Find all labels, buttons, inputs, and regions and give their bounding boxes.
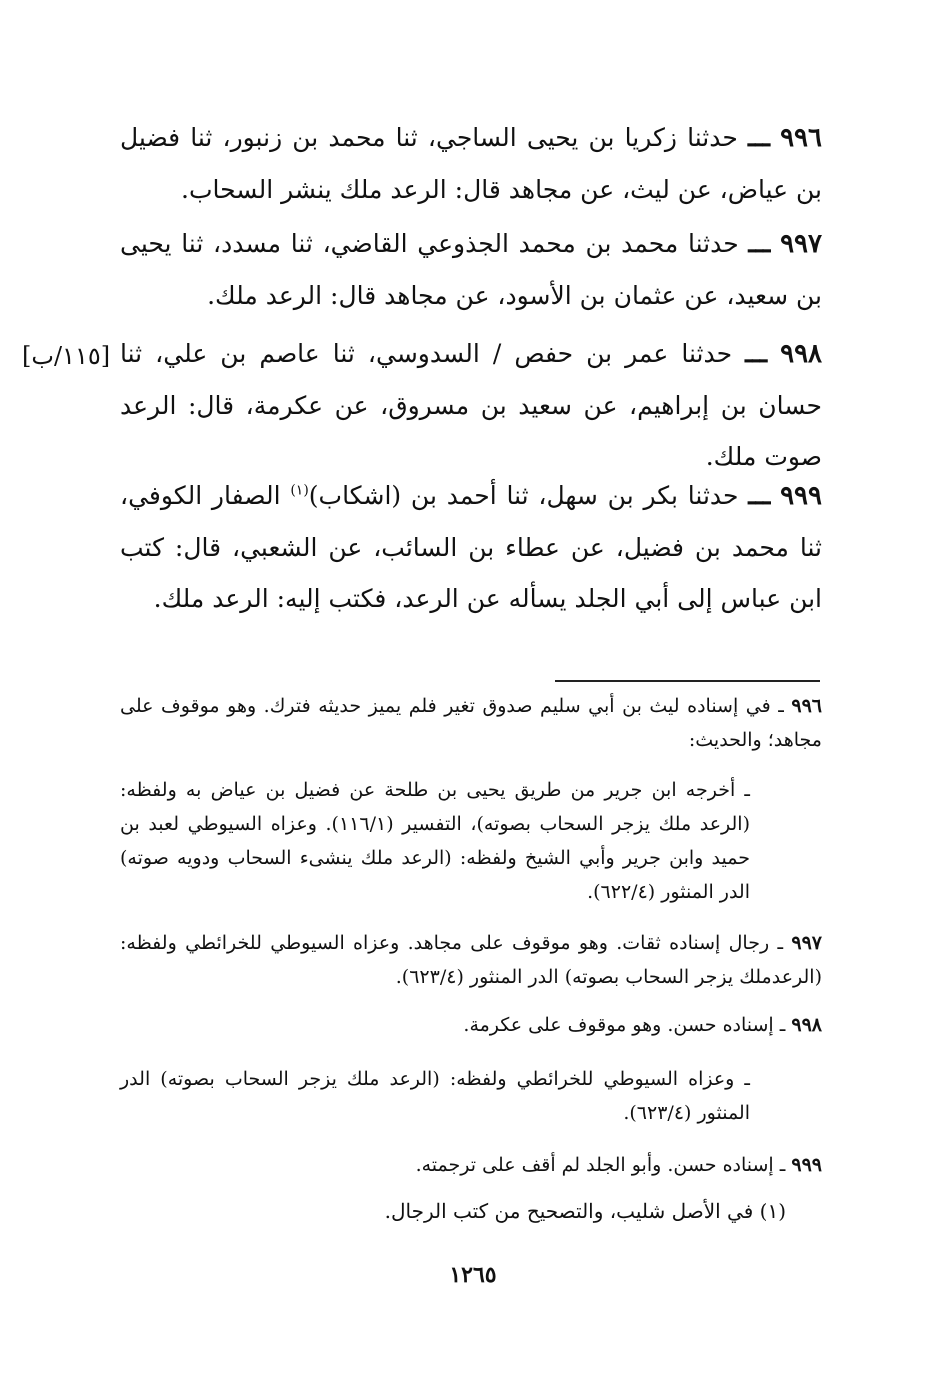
- note-996: [120, 689, 822, 757]
- hadith-number: ٩٩٩: [780, 481, 822, 511]
- hadith-text: حدثنا بكر بن سهل، ثنا أحمد بن (اشكاب): [308, 481, 739, 510]
- note-number: ٩٩٩: [791, 1154, 822, 1176]
- note-text: رجال إسناده ثقات. وهو موقوف على مجاهد. وعزاه السيوطي للخرائطي ولفظه: (الرعدملك يزجر السحاب بصوته) الدر المنثور (٦٢٣/٤).: [120, 932, 822, 988]
- note-998-source: [120, 1062, 822, 1130]
- note-text: في إسناده ليث بن أبي سليم صدوق تغير فلم يميز حديثه فترك. وهو موقوف على مجاهد؛ والحديث:: [120, 695, 822, 751]
- note-text: إسناده حسن. وهو موقوف على عكرمة.: [463, 1014, 774, 1036]
- note-separator: ـ: [773, 1014, 786, 1036]
- hadith-997: [120, 218, 822, 321]
- hadith-text: حدثنا زكريا بن يحيى الساجي، ثنا محمد بن زنبور، ثنا فضيل بن عياض، عن ليث، عن مجاهد قال: الرعد ملك ينشر السحاب.: [120, 123, 822, 204]
- hadith-text: حدثنا عمر بن حفص / السدوسي، ثنا عاصم بن علي، ثنا حسان بن إبراهيم، عن سعيد بن مسروق، عن عكرمة، قال: الرعد صوت ملك.: [120, 339, 822, 471]
- manuscript-folio-marker: [١١٥/ب]: [22, 342, 111, 370]
- hadith-number: ٩٩٨: [780, 339, 823, 369]
- note-text: ـ وعزاه السيوطي للخرائطي ولفظه: (الرعد ملك يزجر السحاب بصوته) الدر المنثور (٦٢٣/٤).: [120, 1068, 750, 1124]
- note-number: ٩٩٧: [791, 932, 822, 954]
- hadith-998: [120, 328, 822, 482]
- hadith-996: [120, 112, 822, 215]
- hadith-text-continued: الصفار الكوفي، ثنا محمد بن فضيل، عن عطاء بن السائب، عن الشعبي، قال: كتب ابن عباس إلى أبي الجلد يسأله عن الرعد، فكتب إليه: الرعد ملك.: [120, 481, 822, 613]
- hadith-separator: ـــ: [745, 339, 768, 368]
- note-separator: ـ: [769, 932, 784, 954]
- note-text: إسناده حسن. وأبو الجلد لم أقف على ترجمته.: [415, 1154, 774, 1176]
- footnote-reference: (١): [290, 482, 309, 499]
- note-999: [120, 1148, 822, 1182]
- note-997: [120, 926, 822, 994]
- hadith-number: ٩٩٧: [780, 229, 822, 259]
- note-separator: ـ: [770, 695, 784, 717]
- hadith-separator: ـــ: [748, 229, 771, 258]
- note-separator: ـ: [773, 1154, 786, 1176]
- note-text: ـ أخرجه ابن جرير من طريق يحيى بن طلحة عن فضيل بن عياض به ولفظه: (الرعد ملك يزجر السحاب بصوته)، التفسير (١١٦/١). وعزاه السيوطي لعبد بن حميد وابن جرير وأبي الشيخ ولفظه: (الرعد ملك ينشىء السحاب ودويه صوته) الدر المنثور (٦٢٢/٤).: [120, 779, 750, 903]
- note-998: [120, 1008, 822, 1042]
- hadith-text: حدثنا محمد بن محمد الجذوعي القاضي، ثنا مسدد، ثنا يحيى بن سعيد، عن عثمان بن الأسود، عن مجاهد قال: الرعد ملك.: [120, 229, 822, 310]
- note-number: ٩٩٦: [791, 695, 822, 717]
- footnote-divider: [555, 680, 820, 682]
- hadith-number: ٩٩٦: [780, 123, 822, 153]
- page-number: ١٢٦٥: [449, 1262, 497, 1288]
- footnote: (١) في الأصل شليب، والتصحيح من كتب الرجال.: [384, 1199, 786, 1223]
- note-number: ٩٩٨: [791, 1014, 822, 1036]
- hadith-separator: ـــ: [747, 123, 770, 152]
- hadith-separator: ـــ: [748, 481, 771, 510]
- note-996-source: [120, 773, 822, 909]
- hadith-999: [120, 470, 822, 624]
